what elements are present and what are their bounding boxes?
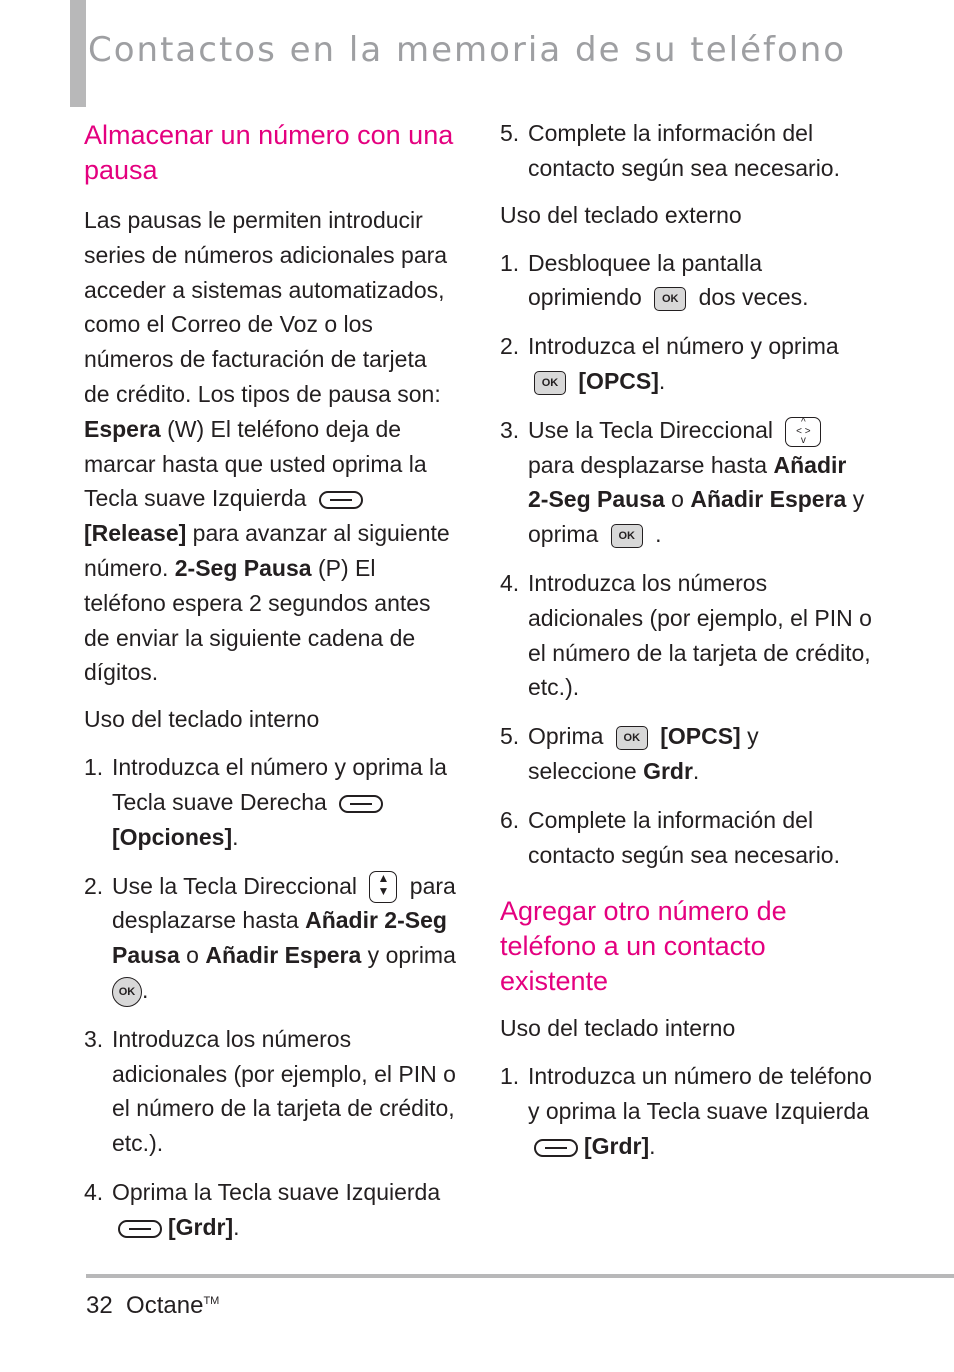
term-2seg-pausa: 2-Seg Pausa bbox=[174, 554, 312, 581]
step-text: para desplazarse hasta bbox=[112, 872, 456, 934]
step-text: Desbloquee la pantalla oprimiendo bbox=[528, 249, 763, 311]
title-bar bbox=[70, 0, 86, 107]
step-text: dos veces. bbox=[692, 284, 809, 311]
page-title: Contactos en la memoria de su teléfono bbox=[88, 30, 847, 70]
term-anadir-2seg: Añadir 2-Seg Pausa bbox=[528, 451, 847, 513]
term-grdr: Grdr bbox=[643, 757, 693, 784]
intro-text: (P) El teléfono espera 2 segundos antes de enviar la siguiente cadena de dígitos. bbox=[84, 554, 431, 686]
step-text: Oprima bbox=[528, 723, 610, 750]
left-soft-key-icon bbox=[319, 491, 363, 509]
step-text: Introduzca un número de teléfono y oprima la Tecla suave Izquierda bbox=[528, 1063, 872, 1125]
list-item bbox=[500, 246, 872, 316]
step-number: 5. bbox=[500, 120, 520, 146]
intro-text: para avanzar al siguiente número. bbox=[84, 520, 450, 581]
step-text: . bbox=[232, 823, 239, 850]
step-text: . bbox=[649, 1132, 656, 1159]
ok-key-icon: OK bbox=[654, 287, 686, 311]
intro-text: (W) El teléfono deja de marcar hasta que usted oprima la Tecla suave Izquierda bbox=[84, 415, 427, 512]
left-column bbox=[84, 118, 456, 1245]
list-item bbox=[500, 803, 872, 873]
step-text: Oprima la Tecla suave Izquierda bbox=[112, 1179, 441, 1206]
step-number: 3. bbox=[500, 416, 520, 443]
ok-key-icon: OK bbox=[112, 977, 142, 1007]
term-anadir-espera: Añadir Espera bbox=[205, 942, 362, 969]
brand-name: Octane bbox=[126, 1292, 204, 1319]
step-text: Complete la información del contacto según sea necesario. bbox=[528, 806, 840, 868]
step-text: Introduzca los números adicionales (por ejemplo, el PIN o el número de la tarjeta de crédito, etc.). bbox=[112, 1025, 456, 1157]
intro-text: Las pausas le permiten introducir series de números adicionales para acceder a sistemas automatizados, como el Correo de Voz o los números de facturación de tarjeta de crédito. Los tipos de pausa son: bbox=[84, 207, 448, 407]
right-soft-key-icon bbox=[339, 795, 383, 813]
section-heading-add-number: Agregar otro número de teléfono a un contacto existente bbox=[500, 896, 787, 997]
list-item bbox=[500, 566, 872, 705]
step-text: Introduzca los números adicionales (por ejemplo, el PIN o el número de la tarjeta de crédito, etc.). bbox=[528, 569, 872, 701]
step-text: o bbox=[664, 486, 691, 513]
step-number: 5. bbox=[500, 723, 520, 750]
term-opcs: [OPCS] bbox=[578, 367, 659, 394]
section-heading-pause: Almacenar un número con una pausa bbox=[84, 120, 454, 185]
step-number: 6. bbox=[500, 806, 520, 833]
subheading-external-keypad: Uso del teclado externo bbox=[500, 201, 742, 228]
step-number: 4. bbox=[84, 1179, 104, 1206]
term-grdr: [Grdr] bbox=[584, 1132, 650, 1159]
list-item bbox=[84, 750, 456, 854]
step-text: . bbox=[658, 367, 666, 394]
page-number: 32 bbox=[86, 1292, 113, 1319]
step-text: . bbox=[648, 521, 662, 548]
step-text: Complete la información del contacto según sea necesario. bbox=[528, 120, 840, 181]
list-item bbox=[500, 719, 872, 789]
step-number: 1. bbox=[84, 754, 104, 781]
term-espera: Espera bbox=[84, 415, 161, 442]
step-number: 2. bbox=[500, 333, 520, 360]
ok-key-icon: OK bbox=[611, 524, 643, 548]
ok-key-icon: OK bbox=[616, 726, 648, 750]
step-number: 1. bbox=[500, 249, 520, 276]
step-text: y oprima bbox=[361, 942, 456, 969]
step-text: o bbox=[179, 942, 206, 969]
term-anadir-espera: Añadir Espera bbox=[690, 486, 847, 513]
step-number: 2. bbox=[84, 872, 104, 899]
step-text: . bbox=[692, 757, 700, 784]
subheading-internal-keypad: Uso del teclado interno bbox=[500, 1015, 736, 1042]
subheading-internal-keypad: Uso del teclado interno bbox=[84, 706, 320, 733]
left-soft-key-icon bbox=[534, 1139, 578, 1157]
footer-rule bbox=[86, 1274, 954, 1278]
ok-key-icon: OK bbox=[534, 371, 566, 395]
list-item bbox=[500, 413, 872, 552]
navigation-key-icon: ▲ ▼ bbox=[369, 871, 397, 903]
term-release: [Release] bbox=[84, 520, 187, 547]
term-anadir-2seg: Añadir 2-Seg Pausa bbox=[112, 907, 447, 969]
list-item bbox=[84, 869, 456, 1008]
step-text: . bbox=[142, 977, 149, 1004]
term-grdr: [Grdr] bbox=[168, 1213, 234, 1240]
left-soft-key-icon bbox=[118, 1220, 162, 1238]
intro-paragraph bbox=[84, 203, 456, 690]
step-number: 3. bbox=[84, 1025, 104, 1052]
right-column bbox=[500, 116, 872, 1164]
step-text: y seleccione bbox=[528, 723, 759, 784]
step-text: para desplazarse hasta bbox=[528, 451, 774, 478]
step-text: Introduzca el número y oprima bbox=[528, 333, 839, 360]
step-text: y oprima bbox=[528, 486, 865, 548]
list-item bbox=[84, 1175, 456, 1245]
list-item bbox=[500, 116, 872, 186]
step-number: 1. bbox=[500, 1063, 520, 1090]
list-item bbox=[84, 1022, 456, 1161]
navigation-key-icon: ^ < > v bbox=[785, 417, 821, 447]
step-text: . bbox=[233, 1213, 240, 1240]
term-opcs: [OPCS] bbox=[660, 723, 741, 750]
term-opciones: [Opciones] bbox=[112, 823, 233, 850]
list-item bbox=[500, 329, 872, 399]
step-text: Use la Tecla Direccional bbox=[112, 872, 364, 899]
step-text: Introduzca el número y oprima la Tecla suave Derecha bbox=[112, 754, 447, 815]
trademark: TM bbox=[203, 1295, 220, 1307]
list-item bbox=[500, 1059, 872, 1163]
step-text: Use la Tecla Direccional bbox=[528, 416, 780, 443]
step-number: 4. bbox=[500, 569, 520, 596]
page-footer bbox=[86, 1292, 219, 1320]
